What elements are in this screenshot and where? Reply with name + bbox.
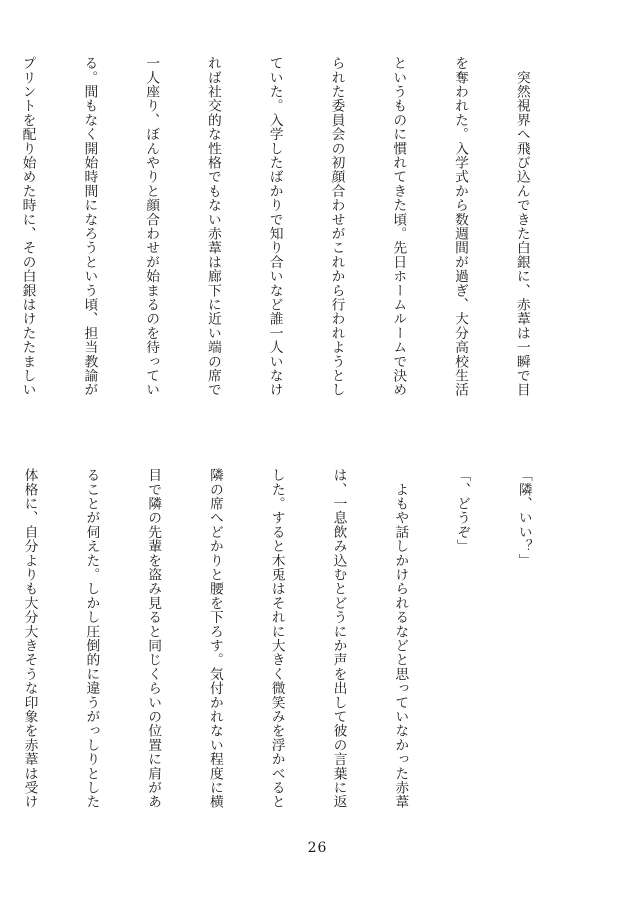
text-line: 「、どうぞ」 bbox=[454, 468, 471, 554]
text-line: ることが伺えた。しかし圧倒的に違うがっしりとした bbox=[83, 468, 100, 809]
text-line: られた委員会の初顔合わせがこれから行われようとし bbox=[328, 56, 345, 397]
text-line: る。間もなく開始時間になろうという頃、担当教諭が bbox=[81, 56, 98, 397]
text-line: 突然視界へ飛び込んできた白銀に、赤葦は一瞬で目 bbox=[513, 56, 530, 397]
text-line: 一人座り、ぼんやりと顔合わせが始まるのを待ってい bbox=[143, 56, 160, 397]
text-line: 体格に、自分よりも大分大きそうな印象を赤葦は受け bbox=[21, 468, 38, 809]
text-line: した。すると木兎はそれに大きく微笑みを浮かべると bbox=[268, 468, 285, 809]
page-number: 26 bbox=[307, 840, 328, 856]
text-line: ていた。入学したばかりで知り合いなど誰一人いなけ bbox=[266, 56, 283, 397]
text-line: プリントを配り始めた時に、その白銀はけたたましい bbox=[19, 56, 36, 397]
text-line: を奪われた。入学式から数週間が過ぎ、大分高校生活 bbox=[452, 56, 469, 397]
text-line: は、一息飲み込むとどうにか声を出して彼の言葉に返 bbox=[330, 468, 347, 809]
text-line: 隣の席へどかりと腰を下ろす。気付かれない程度に横 bbox=[206, 468, 223, 809]
text-line: 「隣、いい？」 bbox=[515, 468, 532, 568]
text-line: 目で隣の先輩を盗み見ると同じくらいの位置に肩があ bbox=[145, 468, 162, 809]
lower-text-block bbox=[21, 468, 575, 820]
text-line: というものに慣れてきた頃。先日ホームルームで決め bbox=[390, 56, 407, 397]
upper-text-block bbox=[19, 56, 573, 408]
text-line: れば社交的な性格でもない赤葦は廊下に近い端の席で bbox=[204, 56, 221, 397]
text-line: よもや話しかけられるなどと思っていなかった赤葦 bbox=[392, 468, 409, 809]
